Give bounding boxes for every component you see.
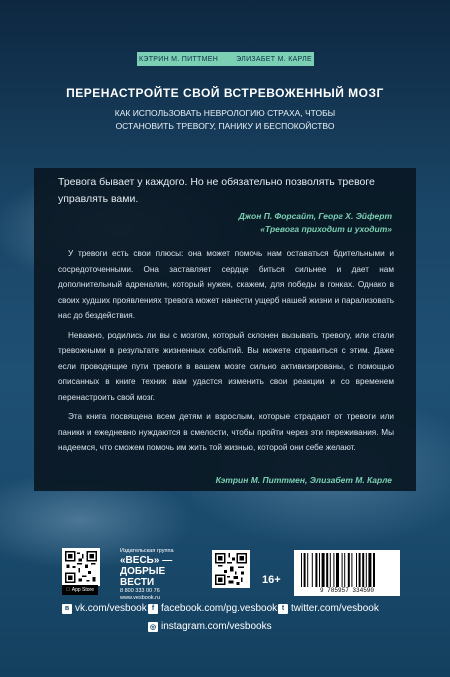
book-subtitle: КАК ИСПОЛЬЗОВАТЬ НЕВРОЛОГИЮ СТРАХА, ЧТОБЫ ОСТАНОВИТЬ ТРЕВОГУ, ПАНИКУ И БЕСПОКОЙСТВО [114,108,336,131]
book-title: ПЕРЕНАСТРОЙТЕ СВОЙ ВСТРЕВОЖЕННЫЙ МОЗГ [66,86,384,100]
epigraph-source: «Тревога приходит и уходит» [260,224,392,234]
paragraph: У тревоги есть свои плюсы: она может помочь нам оставаться бдительными и сосредоточенными. Она заставляет сердце биться сильнее и дает нам дополнительный адреналин, который нужен, скажем, для победы в гонках. Однако в своих худших проявлениях тревога может нанести ущерб нашей жизни и парализовать нас до бездействия. [58,249,394,320]
apple-icon [66,587,70,593]
epigraph-attribution [92,210,392,236]
paragraph: Эта книга посвящена всем детям и взрослым, которые страдают от тревоги или паники и ежедневно нуждаются в смелости, чтобы пройти через эти переживания. Мы надеемся, что сможем помочь им жить той жизнью, которой они себе желают. [58,412,394,452]
vk-label: vk.com/vesbook [75,603,147,614]
epigraph-author: Джон П. Форсайт, Георг Х. Эйферт [238,211,392,221]
twitter-label: twitter.com/vesbook [291,603,379,614]
authors-banner [137,52,314,66]
qr-code-site [212,550,250,588]
publisher-logo [120,548,200,601]
epigraph-text: Тревога бывает у каждого. Но не обязательно позволять тревоге управлять вами. [58,176,375,205]
instagram-icon: ◎ [149,623,157,631]
paragraph: Неважно, родились ли вы с мозгом, который склонен вызывать тревогу, или стали тревожными в результате жизненных событий. Вы можете справиться с этим. Даже если проводящие пути тревоги в вашем мозге сильно активизированы, с помощью описанных в книге техник вам удастся изменить свои реакции и со временем перенастроить свой мозг. [58,330,394,402]
signature: Кэтрин М. Питтмен, Элизабет М. Карле [215,475,392,485]
annotation-panel [34,168,416,491]
publisher-name-2: ДОБРЫЕ ВЕСТИ [120,566,166,588]
annotation-body [58,246,394,460]
app-store-badge[interactable] [62,585,98,595]
author-1: КЭТРИН М. ПИТТМЕН [139,55,219,63]
isbn-barcode [294,550,400,596]
publisher-site: www.vesbook.ru [120,595,161,601]
publisher-phone: 8 800 333 00 76 [120,588,160,594]
app-store-label: App Store [69,587,93,593]
author-2: ЭЛИЗАБЕТ М. КАРЛЕ [236,55,312,63]
twitter-icon: t [278,604,288,614]
barcode-bars [299,553,395,587]
facebook-label: facebook.com/pg.vesbook [161,603,278,614]
instagram-label: instagram.com/vesbooks [161,621,272,632]
publisher-group-label: Издательская группа [120,548,174,554]
link-vk[interactable] [62,603,147,614]
publisher-name-1: «ВЕСЬ» — [120,555,173,566]
link-facebook[interactable] [148,603,277,614]
link-twitter[interactable] [278,603,379,614]
age-rating: 16+ [262,574,281,586]
link-instagram[interactable] [148,621,272,632]
vk-icon: в [62,604,72,614]
isbn-number: 9 785957 334590 [319,586,374,594]
qr-code-app [62,548,100,586]
facebook-icon: f [148,604,158,614]
